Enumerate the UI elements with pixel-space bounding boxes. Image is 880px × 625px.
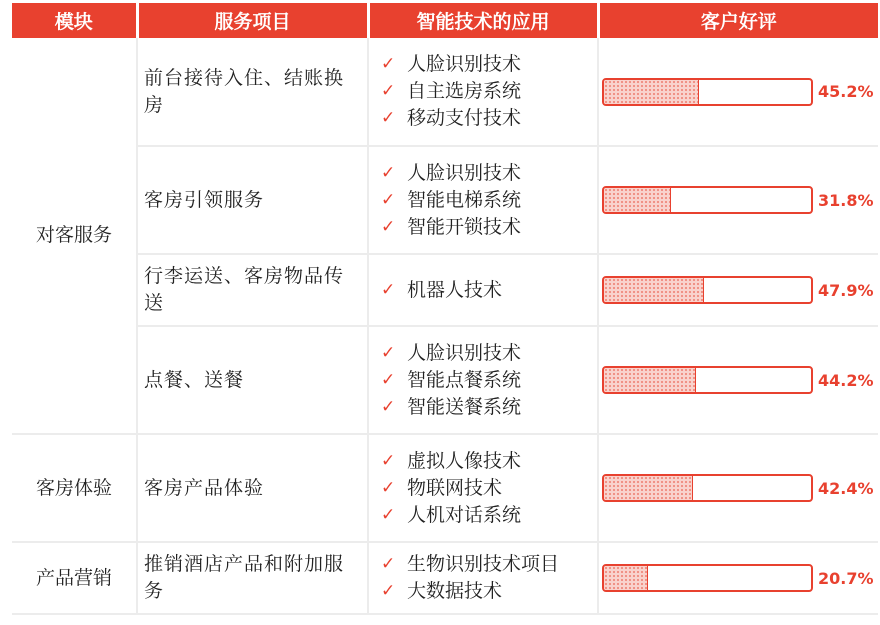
check-icon: ✓ bbox=[381, 162, 396, 183]
check-icon: ✓ bbox=[381, 54, 396, 74]
rating-percent: 44.2% bbox=[818, 370, 874, 390]
rating-percent: 31.8% bbox=[818, 190, 874, 210]
check-icon: ✓ bbox=[381, 189, 396, 210]
tech-item-label: 人脸识别技术 bbox=[407, 341, 522, 364]
tech-item-label: 移动支付技术 bbox=[407, 107, 522, 129]
rating-percent: 47.9% bbox=[818, 280, 874, 300]
rating-bar-fill bbox=[604, 476, 693, 500]
check-icon: ✓ bbox=[381, 81, 396, 101]
service-cell: 客房引领服务 bbox=[137, 146, 368, 254]
header-rating: 客户好评 bbox=[598, 3, 878, 38]
rating-bar-fill bbox=[604, 188, 671, 212]
table-row bbox=[12, 254, 878, 326]
rating-bar bbox=[602, 564, 813, 592]
tech-item-label: 物联网技术 bbox=[407, 476, 503, 499]
rating-cell bbox=[598, 254, 878, 326]
tech-cell bbox=[368, 254, 598, 326]
check-icon: ✓ bbox=[381, 504, 396, 525]
table-row bbox=[12, 38, 878, 146]
tech-item-label: 自主选房系统 bbox=[407, 80, 522, 102]
rating-percent: 42.4% bbox=[818, 478, 874, 498]
tech-item bbox=[381, 367, 597, 394]
check-icon: ✓ bbox=[381, 477, 396, 498]
header-module: 模块 bbox=[12, 3, 137, 38]
tech-item-label: 人脸识别技术 bbox=[407, 53, 522, 75]
tech-item bbox=[381, 105, 597, 132]
tech-item-label: 大数据技术 bbox=[407, 580, 503, 602]
rating-bar-fill bbox=[604, 278, 704, 302]
rating-cell bbox=[598, 542, 878, 614]
check-icon: ✓ bbox=[381, 342, 396, 363]
tech-item bbox=[381, 160, 597, 187]
tech-item bbox=[381, 214, 597, 241]
rating-bar bbox=[602, 276, 813, 304]
tech-item bbox=[381, 448, 597, 475]
tech-item-label: 智能电梯系统 bbox=[407, 188, 522, 211]
rating-percent: 45.2% bbox=[818, 82, 874, 101]
rating-cell bbox=[598, 146, 878, 254]
service-cell: 客房产品体验 bbox=[137, 434, 368, 542]
table-row bbox=[12, 146, 878, 254]
smart-hotel-table bbox=[12, 3, 878, 615]
rating-bar bbox=[602, 474, 813, 502]
tech-item bbox=[381, 78, 597, 105]
tech-cell bbox=[368, 542, 598, 614]
service-cell: 前台接待入住、结账换房 bbox=[137, 38, 368, 146]
table-row bbox=[12, 326, 878, 434]
tech-item bbox=[381, 551, 597, 578]
check-icon: ✓ bbox=[381, 581, 396, 601]
module-cell: 客房体验 bbox=[12, 434, 137, 542]
module-cell: 产品营销 bbox=[12, 542, 137, 614]
table-row bbox=[12, 542, 878, 614]
rating-bar bbox=[602, 78, 813, 106]
service-cell: 点餐、送餐 bbox=[137, 326, 368, 434]
check-icon: ✓ bbox=[381, 369, 396, 390]
tech-item bbox=[381, 340, 597, 367]
header-row bbox=[12, 3, 878, 38]
rating-cell bbox=[598, 434, 878, 542]
tech-item-label: 人机对话系统 bbox=[407, 503, 522, 526]
tech-item bbox=[381, 502, 597, 529]
check-icon: ✓ bbox=[381, 279, 396, 300]
check-icon: ✓ bbox=[381, 450, 396, 471]
tech-item bbox=[381, 578, 597, 605]
check-icon: ✓ bbox=[381, 396, 396, 417]
tech-cell bbox=[368, 38, 598, 146]
tech-item-label: 机器人技术 bbox=[407, 278, 503, 301]
header-tech: 智能技术的应用 bbox=[368, 3, 598, 38]
tech-item bbox=[381, 51, 597, 78]
rating-cell bbox=[598, 38, 878, 146]
rating-bar-fill bbox=[604, 368, 696, 392]
tech-cell bbox=[368, 326, 598, 434]
tech-item-label: 虚拟人像技术 bbox=[407, 449, 522, 472]
tech-cell bbox=[368, 434, 598, 542]
tech-item bbox=[381, 277, 597, 304]
header-service: 服务项目 bbox=[137, 3, 368, 38]
check-icon: ✓ bbox=[381, 108, 396, 128]
rating-cell bbox=[598, 326, 878, 434]
check-icon: ✓ bbox=[381, 216, 396, 237]
tech-item-label: 智能开锁技术 bbox=[407, 215, 522, 238]
service-cell: 行李运送、客房物品传送 bbox=[137, 254, 368, 326]
rating-bar bbox=[602, 366, 813, 394]
tech-item bbox=[381, 394, 597, 421]
tech-cell bbox=[368, 146, 598, 254]
rating-bar-fill bbox=[604, 80, 699, 104]
tech-item-label: 智能点餐系统 bbox=[407, 368, 522, 391]
tech-item-label: 生物识别技术项目 bbox=[407, 553, 560, 575]
tech-item-label: 人脸识别技术 bbox=[407, 161, 522, 184]
check-icon: ✓ bbox=[381, 554, 396, 574]
service-cell: 推销酒店产品和附加服务 bbox=[137, 542, 368, 614]
rating-percent: 20.7% bbox=[818, 568, 874, 588]
module-cell: 对客服务 bbox=[12, 38, 137, 434]
rating-bar bbox=[602, 186, 813, 214]
rating-bar-fill bbox=[604, 566, 648, 590]
tech-item-label: 智能送餐系统 bbox=[407, 395, 522, 418]
tech-item bbox=[381, 475, 597, 502]
tech-item bbox=[381, 187, 597, 214]
table-row bbox=[12, 434, 878, 542]
